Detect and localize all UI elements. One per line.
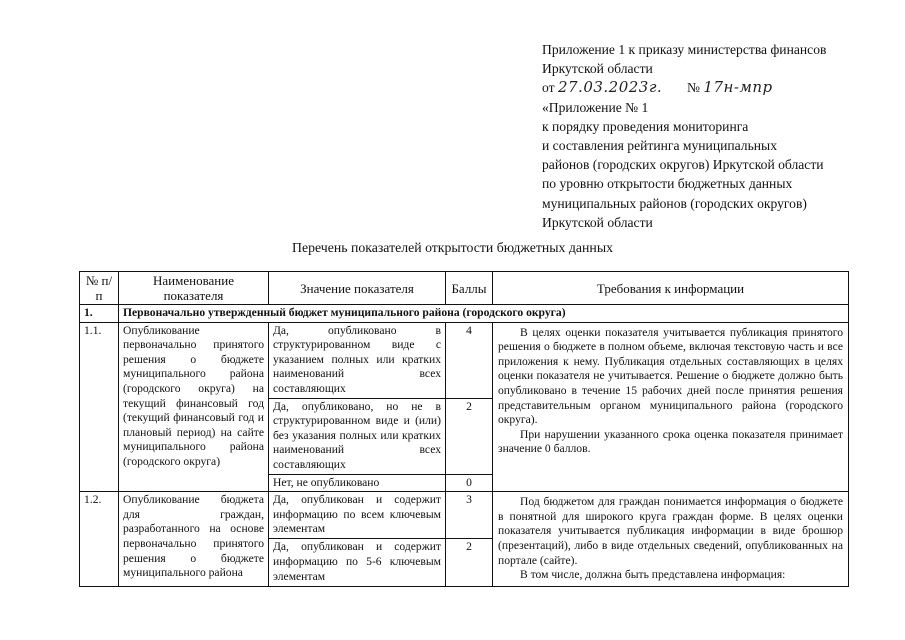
number-label: № bbox=[687, 80, 700, 96]
section-num: 1. bbox=[80, 305, 119, 323]
requirements-paragraph: Под бюджетом для граждан понимается информация о бюджете в понятной для широкого круга граждан форме. В целях оценки показателя учитывается публикация информации в виде брошюр (презентаций), либо в виде отдельных сведений, опубликованных на портале (сайте). bbox=[498, 495, 843, 567]
indicator-name: Опубликование бюджета для граждан, разработанного на основе первоначально принятого решения о бюджете муниципального района bbox=[119, 492, 269, 587]
handwritten-date: 27.03.2023г. bbox=[557, 78, 663, 97]
requirements-cell bbox=[493, 492, 849, 587]
table-row bbox=[80, 492, 849, 539]
table-row bbox=[80, 322, 849, 398]
header-requirements: Требования к информации bbox=[493, 272, 849, 305]
appendix-header bbox=[542, 40, 872, 232]
score-cell: 0 bbox=[446, 474, 493, 492]
indicator-name: Опубликование первоначально принятого решения о бюджете муниципального района (городского округа) на текущий финансовый год (текущий финансовый год и плановый период) на сайте муниципального района (городского округа) bbox=[119, 322, 269, 492]
header-line-6: и составления рейтинга муниципальных bbox=[542, 138, 777, 154]
header-line-2: Иркутской области bbox=[542, 61, 653, 77]
indicators-table bbox=[79, 271, 849, 587]
header-value: Значение показателя bbox=[269, 272, 446, 305]
table-header-row bbox=[80, 272, 849, 305]
handwritten-number: 17н-мпр bbox=[703, 78, 773, 97]
header-score: Баллы bbox=[446, 272, 493, 305]
header-name: Наименование показателя bbox=[119, 272, 269, 305]
score-cell: 2 bbox=[446, 398, 493, 474]
score-cell: 3 bbox=[446, 492, 493, 539]
value-option: Да, опубликован и содержит информацию по 5-6 ключевым элементам bbox=[269, 539, 446, 586]
header-line-7: районов (городских округов) Иркутской области bbox=[542, 157, 824, 173]
row-num: 1.2. bbox=[80, 492, 119, 587]
requirements-paragraph: В целях оценки показателя учитывается публикация принятого решения о бюджете в полном объеме, включая текстовую часть и все приложения к нему. Публикация отдельных составляющих в целях оценки показателя не учитывается. Решение о бюджете должно быть опубликовано в течение 15 рабочих дней после принятия решения представительным органом муниципального района (городского округа). bbox=[498, 325, 843, 427]
value-option: Да, опубликован и содержит информацию по всем ключевым элементам bbox=[269, 492, 446, 539]
document-title: Перечень показателей открытости бюджетных данных bbox=[292, 240, 613, 255]
value-option: Нет, не опубликовано bbox=[269, 474, 446, 492]
requirements-paragraph: При нарушении указанного срока оценка показателя принимает значение 0 баллов. bbox=[498, 427, 843, 456]
row-num: 1.1. bbox=[80, 322, 119, 492]
header-line-1: Приложение 1 к приказу министерства финансов bbox=[542, 42, 827, 57]
requirements-cell bbox=[493, 322, 849, 492]
header-line-5: к порядку проведения мониторинга bbox=[542, 118, 749, 134]
header-num: № п/п bbox=[80, 272, 119, 305]
score-cell: 2 bbox=[446, 539, 493, 586]
score-cell: 4 bbox=[446, 322, 493, 398]
section-title: Первоначально утвержденный бюджет муниципального района (городского округа) bbox=[119, 305, 849, 323]
header-line-9: муниципальных районов (городских округов) bbox=[542, 195, 807, 211]
value-option: Да, опубликовано, но не в структурированном виде и (или) без указания полных или кратких наименований всех составляющих bbox=[269, 398, 446, 474]
from-label: от bbox=[542, 80, 555, 96]
requirements-paragraph: В том числе, должна быть представлена информация: bbox=[520, 568, 786, 582]
value-option: Да, опубликовано в структурированном виде с указанием полных или кратких наименований всех составляющих bbox=[269, 322, 446, 398]
header-date-number-line bbox=[542, 78, 872, 97]
header-line-10: Иркутской области bbox=[542, 214, 653, 230]
section-row bbox=[80, 305, 849, 323]
header-line-4: «Приложение № 1 bbox=[542, 99, 649, 115]
header-line-8: по уровню открытости бюджетных данных bbox=[542, 176, 793, 192]
